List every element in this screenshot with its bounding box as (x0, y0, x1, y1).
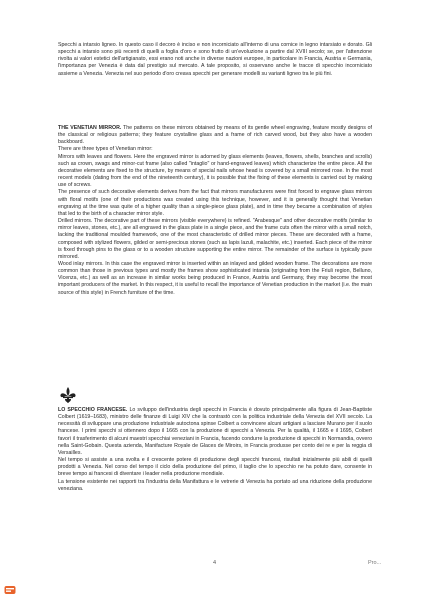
section-heading: THE VENETIAN MIRROR. (58, 125, 122, 131)
section-venetian-mirror (58, 125, 372, 297)
paragraph-leaves-flowers: Mirrors with leaves and flowers. Here the engraved mirror is adorned by glass elements (leaves, flowers, shells, branches and scrolls) such as crown, swags and minor-cut frame (also called "intaglio" or hand-engraved leaves) which characterize the entire piece. All the decorative elements are fixed to the structure, by means of special nails whose head is covered by a small mirrored rose. In the most recent models (dating from the end of the nineteenth century), it is possible that the fixing of these elements is carried out by making use of screws. (58, 153, 372, 189)
page-number: 4 (213, 560, 217, 566)
section-intro: The patterns on these mirrors obtained by means of its gentle wheel engraving, feature mostly designs of the classical or religious patterns; they feature crystalline glass and a frame of rich carved wood, but they also have a wooden backboard. (58, 125, 372, 146)
section-specchio-francese (58, 407, 372, 493)
paragraph-colbert: Lo sviluppo dell'industria degli specchi in Francia è dovuto principalmente alla figura di Jean-Baptiste Colbert (1619–1683), ministro delle finanze di Luigi XIV che la contrastò con la politica industriale della Venezia del XVII secolo. La necessità di sviluppare una produzione industriale autoctona spinse Colbert a convincere alcuni artigiani a lasciare Murano per il suolo francese. I primi specchi si ottennero dopo il 1665 con la produzione di specchi a Venezia. Per la qualità, il 1665 e il 1695, Colbert favorì il trasferimento di alcuni maestri specchiai veneziani in Francia, facendo condurre la produzione di specchi in Normandia, ovvero nella Saint-Gobain. Questa azienda, Manifacture Royale de Glaces de Miroirs, in Francia produsse per conto dei re e per la reggia di Versailles. (58, 407, 372, 456)
paragraph-text: Specchi a intarsio ligneo. In questo caso il decoro è inciso e non incorniciato all'interno di una cornice in legno intarsiato e dorato. Gli specchi a intarsio sono più recenti di quelli a foglia d'oro e sono frutto di un'evoluzione a partire dal XVIII secolo; se, per l'attenzione rivolta ai valori estetici dell'artigianato, essi erano noti anche in diverse nazioni europee, in particolare in Francia, Austria e Germania, l'importanza per Venezia è data dal prestigio sul mercato. A tale proposito, si osservano anche le tracce di specchio incorniciato assieme a Venezia. Venezia nel suo periodo d'oro creava specchi per generare modelli su varianti ligneo tra le più fini. (58, 42, 372, 77)
types-title: There are three types of Venetian mirror: (58, 146, 153, 153)
paragraph-intarsio (58, 42, 372, 78)
app-corner-icon[interactable] (4, 585, 16, 595)
paragraph-tension: La tensione esistente nei rapporti tra l'industria della Manifattura e le vetrerie di Venezia ha portato ad una riduzione della produzione veneziana. (58, 478, 372, 492)
footer-mark: Pro... (368, 560, 382, 566)
paragraph-drilled-mirrors: Drilled mirrors. The decorative part of these mirrors (visible everywhere) is refined. "Arabesque" and other decorative motifs (similar to mirror leaves, stones, etc.), are all engraved in the glass plate in a single piece, and the frame cuts often the mirror with a small notch, lacking the traditional moulded framework, one of the most characteristic of drilled mirror pieces. These are decorated with a frame, composed with stylized flowers, gilded or semi-precious stones (such as lapis lazuli, malachite, etc.) inserted. Each piece of the mirror is fixed through pins to the glass or to a wooden structure supporting the entire mirror. The remainder of the surface is typically pure mirrored. (58, 218, 372, 260)
section-heading: LO SPECCHIO FRANCESE. (58, 407, 128, 413)
fleur-de-lis-icon (58, 386, 78, 404)
paragraph-wood-inlay: Wood inlay mirrors. In this case the engraved mirror is inserted within an inlayed and gilded wooden frame. The decorations are more common than those in previous types and mostly the frames show sophisticated intarsia (originating from the Friuli region, Belluno, Vicenza, etc.) as well as an increase in similar works being produced in France, Austria and Germany, they may become the most important producers of the market. In this respect, it is useful to recall the importance of Venetian production in the market (i.e. the main source of this style) in French furniture of the time. (58, 260, 372, 296)
paragraph-decorative-origin: The presence of such decorative elements derives from the fact that mirrors manufacturers were first forced to engrave glass mirrors with floral motifs (one of their productions was created using this technique, however, and it is generally thought that Venetian engraving at the time was quite of a higher quality than a single-piece glass plate), and in time they became a combination of styles that led to the birth of a character mirror style. (58, 189, 372, 217)
paragraph-french-production: Nel tempo si assiste a una svolta e il crescente potere di produzione degli specchi francesi, risultati inizialmente più abili di quelli prodotti a Venezia. Nel corso del tempo il ciclo della produzione del primo, il taglio che lo specchio ne ha potuto dare, consente in breve tempo ai francesi di diventare i leader nella produzione mondiale. (58, 457, 372, 478)
